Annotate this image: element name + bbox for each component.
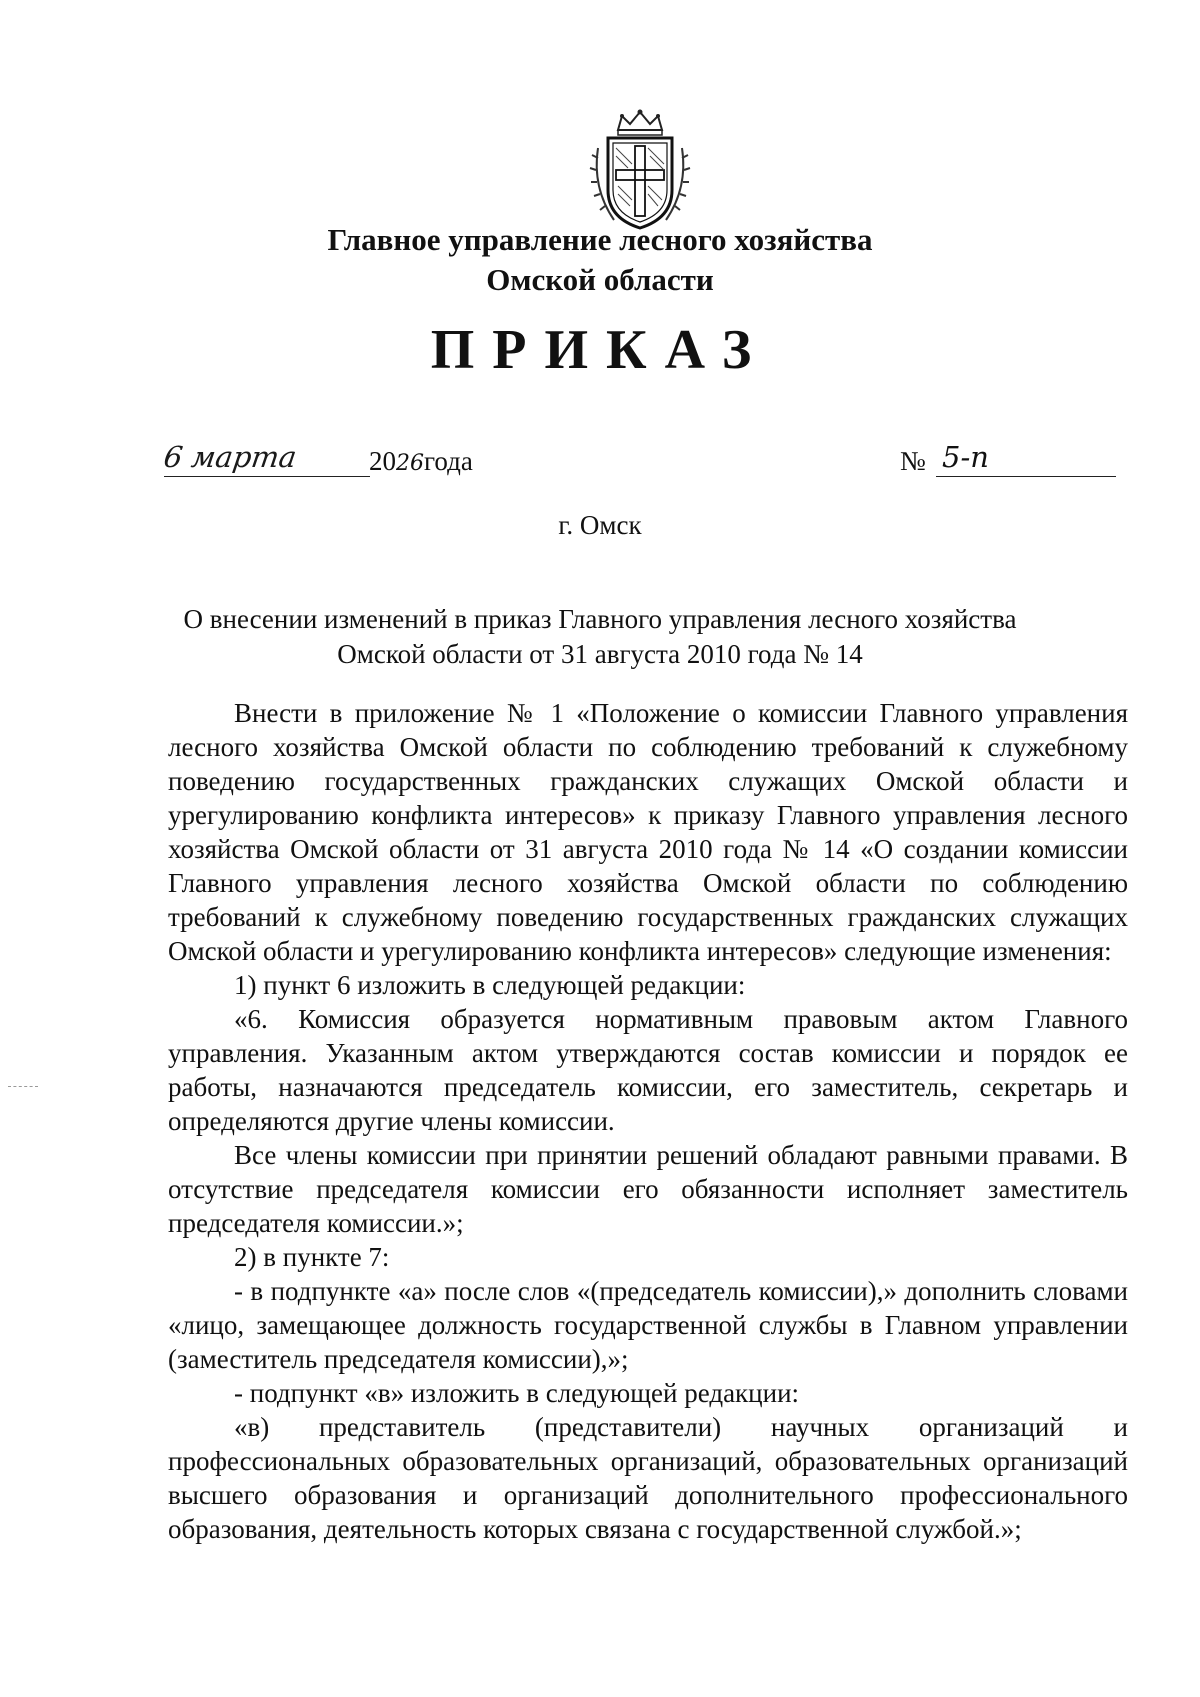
city: г. Омск <box>558 510 642 540</box>
paragraph: 2) в пункте 7: <box>234 1242 390 1272</box>
coat-of-arms-emblem <box>588 108 692 232</box>
organization-name-line-1: Главное управление лесного хозяйства <box>327 222 873 257</box>
paragraph: - в подпункте «а» после слов «(председатель комиссии),» дополнить словами «лицо, замещающее должность государственной службы в Главном управлении (заместитель председателя комиссии),»; <box>168 1276 1128 1374</box>
paragraph: - подпункт «в» изложить в следующей редакции: <box>234 1378 800 1408</box>
paragraph: «6. Комиссия образуется нормативным правовым актом Главного управления. Указанным актом утверждаются состав комиссии и порядок ее работы, назначаются председатель комиссии, его заместитель, секретарь и определяются другие члены комиссии. <box>168 1004 1128 1136</box>
organization-name-line-2: Омской области <box>486 262 714 297</box>
subject-line-2: Омской области от 31 августа 2010 года № 14 <box>337 639 863 669</box>
order-body <box>168 696 1128 1546</box>
order-date <box>161 440 544 486</box>
date-day-handwritten: 6 марта <box>161 440 299 474</box>
order-subject <box>0 602 1200 672</box>
paragraph: «в) представитель (представители) научных организаций и профессиональных образовательных организаций, образовательных организаций высшего образования и организаций дополнительного профессионального образования, деятельность которых связана с государственной службой.»; <box>168 1412 1128 1544</box>
order-number <box>900 440 1120 486</box>
year-handwritten: 26 <box>396 451 424 476</box>
year-suffix: года <box>424 446 473 476</box>
date-underline <box>164 476 370 477</box>
document-type-heading: ПРИКАЗ <box>430 319 770 381</box>
scan-margin-mark <box>8 1086 38 1087</box>
paragraph: Внести в приложение № 1 «Положение о комиссии Главного управления лесного хозяйства Омской области по соблюдению требований к служебному поведению государственных гражданских служащих Омской области и урегулированию конфликта интересов» к приказу Главного управления лесного хозяйства Омской области от 31 августа 2010 года № 14 «О создании комиссии Главного управления лесного хозяйства Омской области по соблюдению требований к служебному поведению государственных гражданских служащих Омской области и урегулированию конфликта интересов» следующие изменения: <box>168 698 1128 966</box>
date-year <box>369 446 473 477</box>
paragraph: 1) пункт 6 изложить в следующей редакции: <box>234 970 746 1000</box>
number-value-handwritten: 5-п <box>942 440 989 474</box>
subject-line-1: О внесении изменений в приказ Главного управления лесного хозяйства <box>183 604 1017 634</box>
year-prefix: 20 <box>369 446 396 476</box>
number-underline <box>936 476 1116 477</box>
paragraph: Все члены комиссии при принятии решений обладают равными правами. В отсутствие председателя комиссии его обязанности исполняет заместитель председателя комиссии.»; <box>168 1140 1128 1238</box>
number-label: № <box>900 446 926 476</box>
